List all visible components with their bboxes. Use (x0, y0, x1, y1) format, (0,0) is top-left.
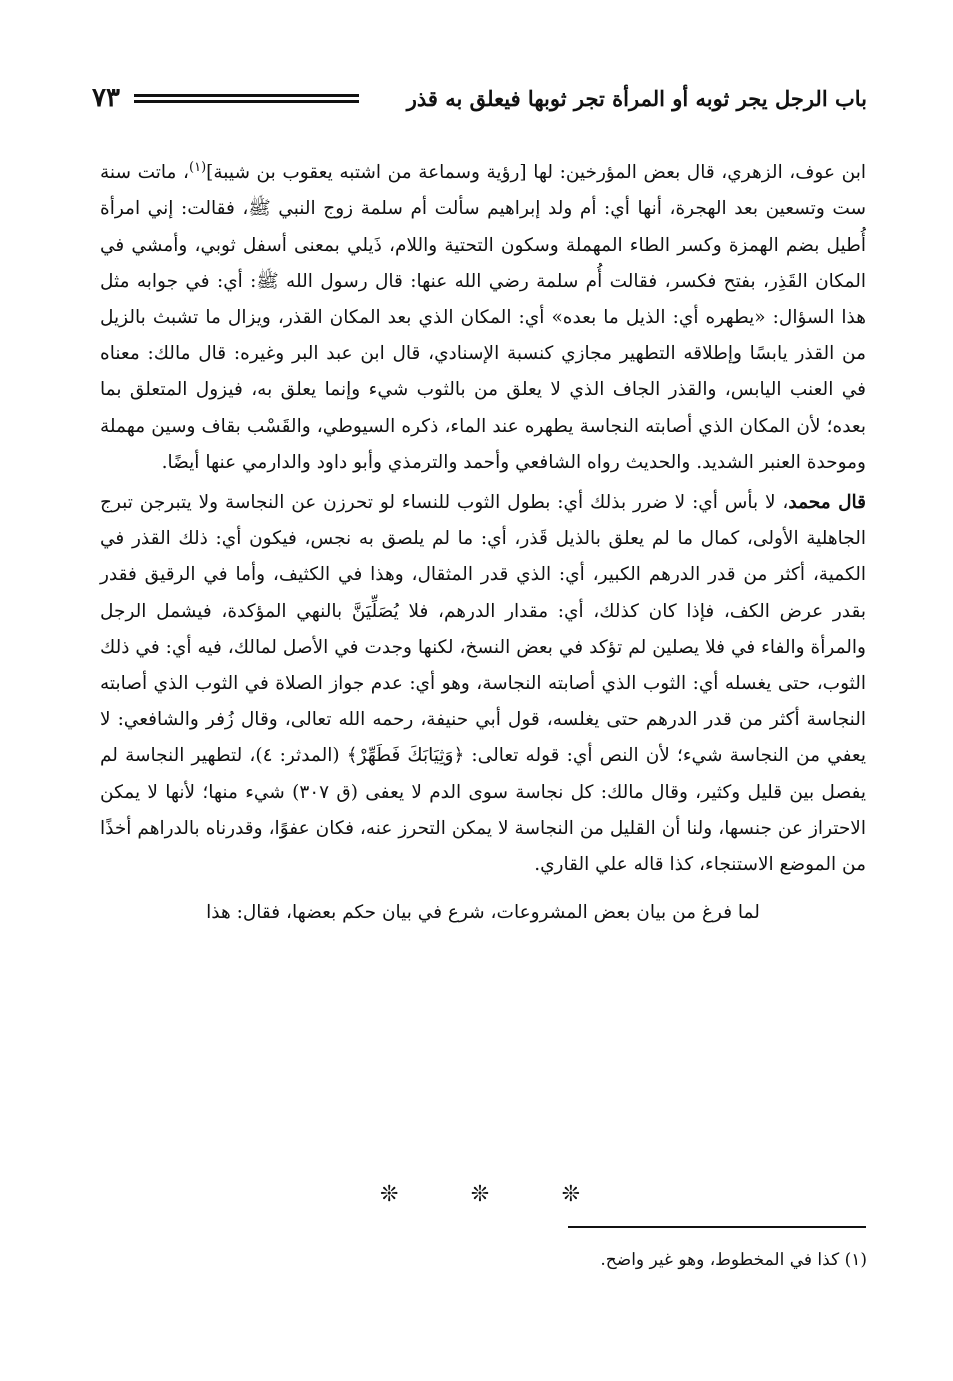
paragraph-1-rest: ، ماتت سنة ست وتسعين بعد الهجرة، أنها أي: أم ولد إبراهيم سألت أم سلمة زوج النبي ﷺ، فقالت: إني امرأة أُطيل بضم الهمزة وكسر الطاء المهملة وسكون التحتية واللام، ذَيلي بمعنى أسفل ثوبي، وأمشي في المكان القَذِر، بفتح فكسر، فقالت أُم سلمة رضي الله عنها: قال رسول الله ﷺ: أي: في جوابه مثل هذا السؤال: «يطهره أي: الذيل ما بعده» أي: المكان الذي بعد المكان القذر، ويزال ما تشبث بالزيل من القذر يابسًا وإطلاقه التطهير مجازي كنسبة الإسنادي، قال ابن عبد البر وغيره: قال مالك: معناه في العنب اليابس، والقذر الجاف الذي لا يعلق من بالثوب شيء وإنما يعلق به، فيزول المتعلق بما بعده؛ لأن المكان الذي أصابته النجاسة يطهره عند الماء، ذكره السيوطي، والقَسْب بقاف وسين مهملة وموحدة العنبر الشديد. والحديث رواه الشافعي وأحمد والترمذي وأبو داود والدارمي عنها أيضًا. (100, 162, 866, 473)
footnote-reference: (١) (189, 160, 207, 175)
closing-line: لما فرغ من بيان بعض المشروعات، شرع في بيان حكم بعضها، فقال: هذا (206, 902, 760, 924)
star-ornament: ❊ (470, 1182, 490, 1207)
footnote-rule (568, 1226, 866, 1228)
section-separator (380, 1182, 580, 1207)
page-number: ٧٣ (92, 83, 120, 113)
paragraph-2-lead: قال محمد (788, 491, 867, 513)
paragraph-1 (100, 150, 866, 481)
star-ornament: ❊ (380, 1182, 399, 1207)
paragraph-2-text: ، لا بأس أي: لا ضرر بذلك أي: بطول الثوب للنساء لو تحرزن عن النجاسة ولا يتبرجن تبرج الجاهلية الأولى، كمال ما لم يعلق بالذيل قَذر، أي: ما لم يلصق به نجس، فيكون أي: ذلك القذر في الكمية، أكثر من قدر الدرهم الكبير، أي: الذي قدر المثقال، وهذا في الكثيف، وأما في الرقيق فقدر بقدر عرض الكف، فإذا كان كذلك، أي: مقدار الدرهم، فلا يُصَلِّيَنَّ بالنهي المؤكدة، فيشمل الرجل والمرأة والفاء في فلا يصلين لم تؤكد في بعض النسخ، لكنها وجدت في الأصل لمالك، فيه أي: في ذلك الثوب، حتى يغسله أي: الثوب الذي أصابته النجاسة، وهو أي: عدم جواز الصلاة في الثوب الذي أصابته النجاسة أكثر من قدر الدرهم حتى يغلسه، قول أبي حنيفة، رحمه الله تعالى، وقال زُفر والشافعي: لا يعفي من النجاسة شيء؛ لأن النص أي: قوله تعالى: ﴿وَثِيَابَكَ فَطَهِّرْ﴾ (المدثر: ٤)، لتطهير النجاسة لم يفصل بين قليل وكثير، وقال مالك: كل نجاسة سوى الدم لا يعفى (ق ٣٠٧) شيء منها؛ لأنها لا يمكن الاحتراز عن جنسها، ولنا أن القليل من النجاسة لا يمكن التحرز عنه، فكان عفوًا، وقدرناه بالدراهم أخذًا من الموضع الاستنجاء، كذا قاله علي القاري. (100, 491, 867, 876)
paragraph-2 (100, 485, 866, 883)
star-ornament: ❊ (561, 1182, 580, 1207)
main-text (100, 150, 866, 931)
paragraph-1-text: ابن عوف، الزهري، قال بعض المؤرخين: لها [رؤية وسماعة من اشتبه يعقوب بن شيبة] (206, 162, 866, 184)
footnote: (١) كذا في المخطوط، وهو غير واضح. (600, 1250, 867, 1270)
header-double-rule (134, 94, 359, 103)
running-title: باب الرجل يجر ثوبه أو المرأة تجر ثوبها فيعلق به قذر (406, 85, 867, 111)
page-header (92, 78, 867, 118)
